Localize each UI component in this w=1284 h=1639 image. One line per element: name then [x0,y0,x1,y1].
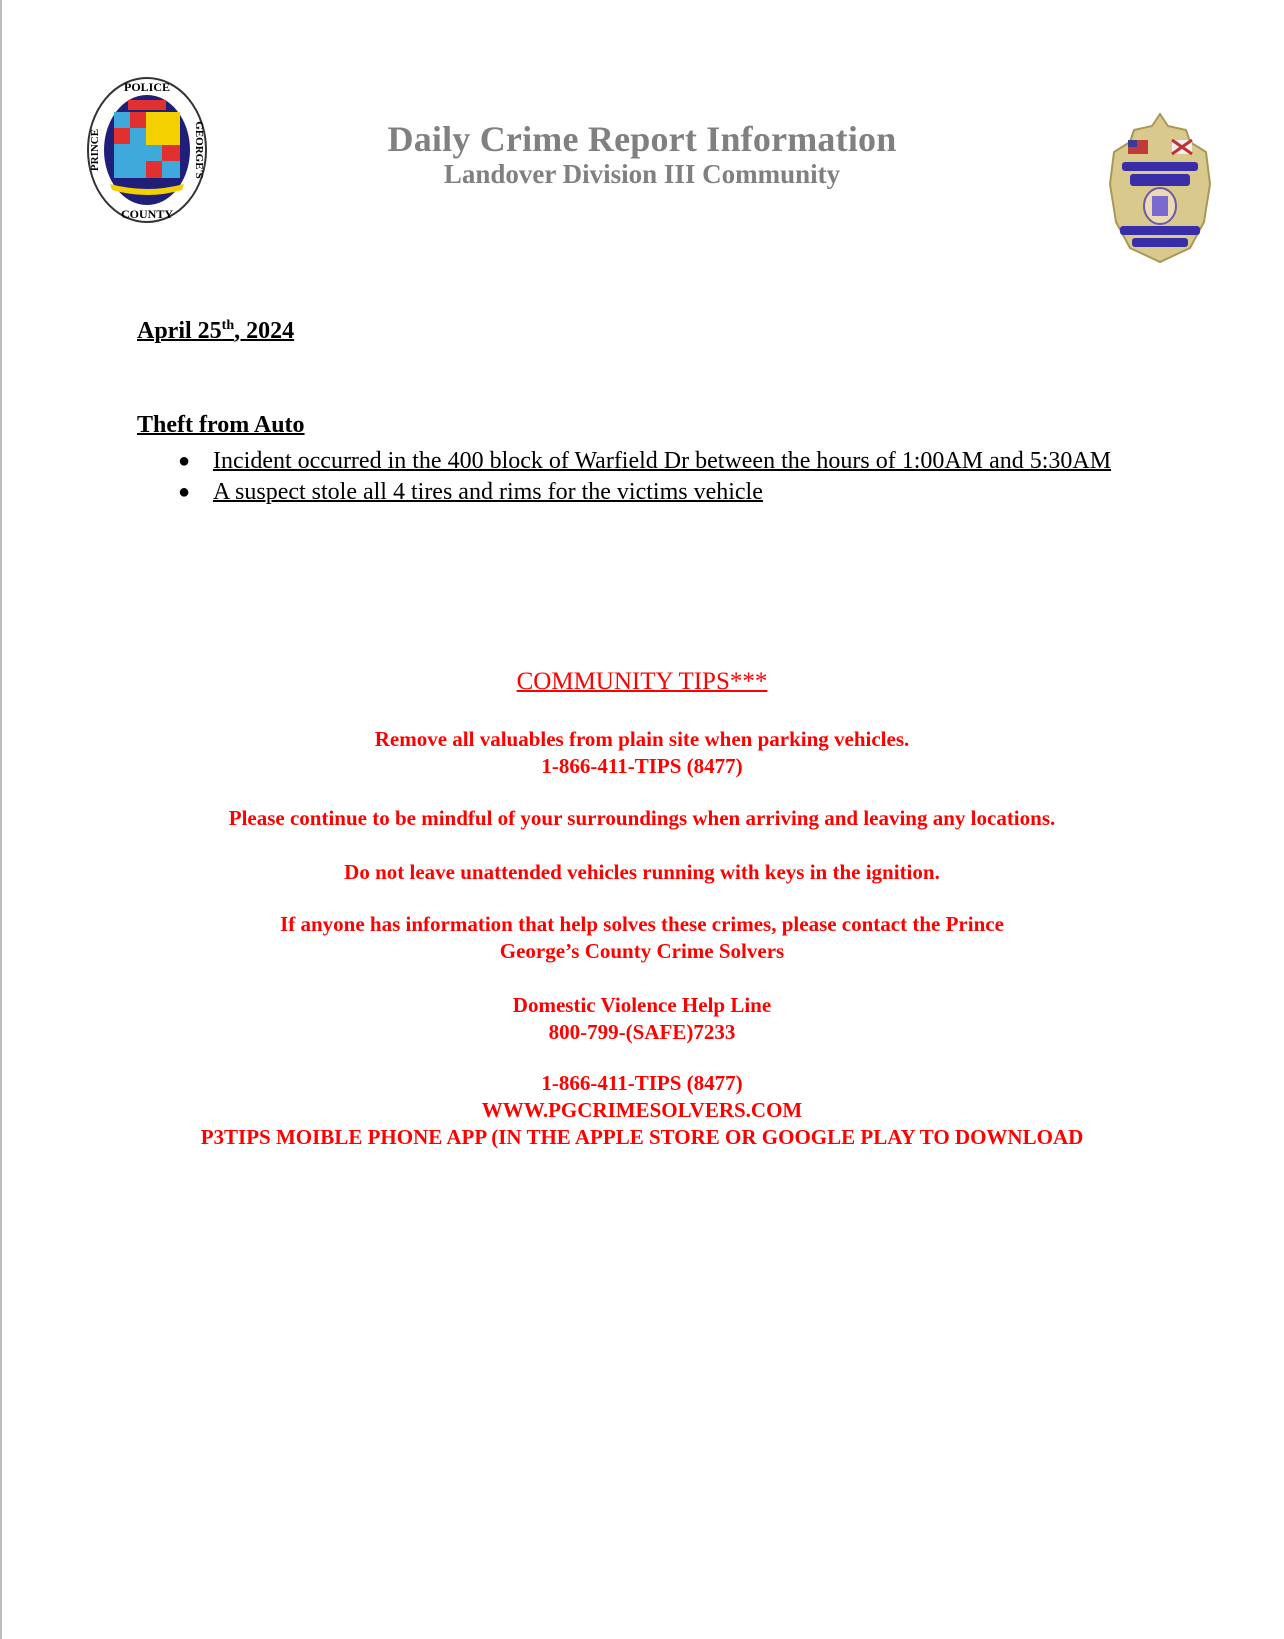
crime-solvers-website: WWW.PGCRIMESOLVERS.COM [481,1098,803,1122]
incident-detail-text: Incident occurred in the 400 block of Warfield Dr between the hours of 1:00AM and 5:30AM [213,448,1112,474]
tips-phone: 1-866-411-TIPS (8477) [541,1071,743,1095]
incident-details-list [170,446,1160,508]
report-date [137,318,294,345]
tip-ignition: Do not leave unattended vehicles running with keys in the ignition. [344,860,940,884]
dv-helpline-label: Domestic Violence Help Line [512,993,772,1017]
bullet-icon: ● [178,481,191,503]
community-tips-heading-text: COMMUNITY TIPS*** [516,668,768,695]
report-header [0,118,1284,190]
svg-text:PRINCE: PRINCE [89,128,101,172]
page-subtitle: Landover Division III Community [443,159,841,189]
p3tips-app-line: P3TIPS MOIBLE PHONE APP (IN THE APPLE STORE OR GOOGLE PLAY TO DOWNLOAD [200,1125,1084,1149]
date-year: , 2024 [234,318,295,344]
date-day: April 25 [137,318,222,344]
tip-valuables: Remove all valuables from plain site when parking vehicles. [374,727,910,751]
tip-crime-solvers-line2: George’s County Crime Solvers [499,939,785,963]
list-item [170,446,1160,477]
incident-type-heading: Theft from Auto [137,412,305,438]
dv-helpline-phone: 800-799-(SAFE)7233 [548,1020,736,1044]
svg-text:COUNTY: COUNTY [120,207,174,221]
tip-crime-solvers-line1: If anyone has information that help solves these crimes, please contact the Prince [280,912,1004,936]
tip-surroundings: Please continue to be mindful of your surroundings when arriving and leaving any locations. [228,806,1056,830]
svg-text:POLICE: POLICE [123,80,171,94]
bullet-icon: ● [178,450,191,472]
list-item [170,477,1160,508]
date-suffix: th [221,318,235,333]
community-tips-heading [0,668,1284,696]
page-title: Daily Crime Report Information [387,119,897,159]
svg-text:GEORGE'S: GEORGE'S [193,121,205,179]
tip-phone: 1-866-411-TIPS (8477) [541,754,743,778]
incident-detail-text: A suspect stole all 4 tires and rims for the victims vehicle [213,479,763,505]
